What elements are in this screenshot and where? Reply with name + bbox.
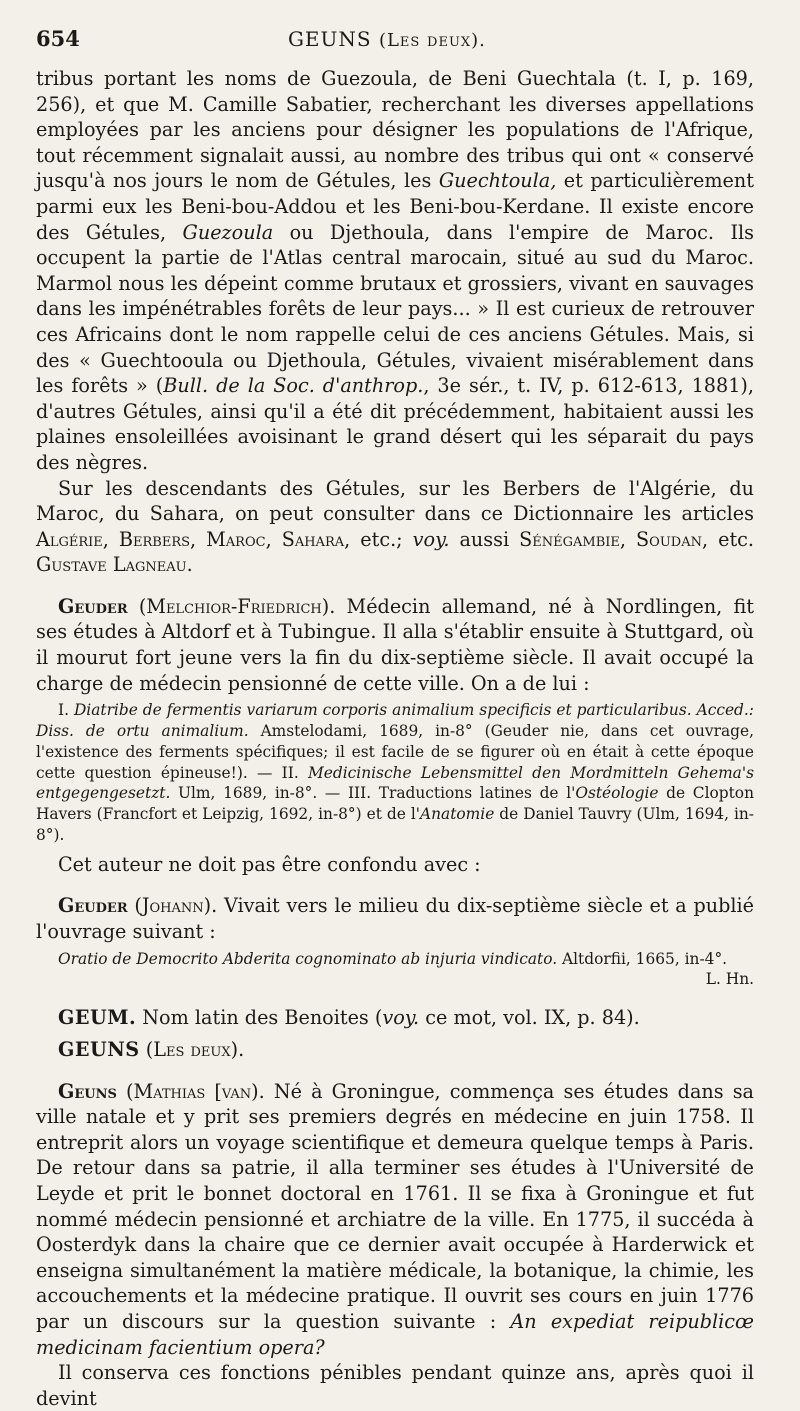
- entry-headword: GEUM.: [58, 1006, 137, 1030]
- entry-geum: GEUM. Nom latin des Benoites (voy. ce mot, vol. IX, p. 84).: [58, 1006, 640, 1030]
- entry-headword: Geuder: [58, 894, 128, 918]
- bibliography-geuder-melchior: I. Diatribe de fermentis variarum corporis animalium specificis et particularibus. Acced.: Diss. de ortu animalium. Amstelodami, 1689, in-8° (Geuder nie, dans cet ouvrage, l'existence des ferments spécifiques; il est facile de se figurer où en était à cette époque cette question épineuse!). — II. Medicinische Lebensmittel den Mordmitteln Gehema's entgegengesetzt. Ulm, 1689, in-8°. — III. Traductions latines de l'Ostéologie de Clopton Havers (Francfort et Leipzig, 1692, in-8°) et de l'Anatomie de Daniel Tauvry (Ulm, 1694, in-8°).: [36, 701, 754, 845]
- author-signature: Gustave Lagneau.: [36, 553, 193, 577]
- entry-geuns-heading: GEUNS (Les deux).: [58, 1038, 245, 1061]
- entry-geuder-melchior: Geuder (Melchior-Friedrich). Médecin allemand, né à Nordlingen, fit ses études à Altdorf et à Tubingue. Il alla s'établir ensuite à Stuttgard, où il mourut fort jeune vers la fin du dix-septième siècle. Il avait occupé la charge de médecin pensionné de cette ville. On a de lui :: [36, 594, 754, 695]
- paragraph-descendants: Sur les descendants des Gétules, sur les Berbers de l'Algérie, du Maroc, du Sahara, on peut consulter dans ce Dictionnaire les articles Algérie, Berbers, Maroc, Sahara, etc.; voy. aussi Sénégambie, Soudan, etc. Gustave Lagneau.: [36, 476, 755, 577]
- running-title-paren: (Les deux).: [378, 30, 486, 51]
- entry-geuns-mathias: Geuns (Mathias [van). Né à Groningue, commença ses études dans sa ville natale et y prit ses premiers degrés en médecine en juin 1758. Il entreprit alors un voyage scientifique et demeura quelque temps à Paris. De retour dans sa patrie, il alla terminer ses études à l'Université de Leyde et prit le bonnet doctoral en 1761. Il se fixa à Groningue et fut nommé médecin pensionné et archiatre de la ville. En 1775, il succéda à Oosterdyk dans la chaire que ce dernier avait occupée à Harderwick et enseigna simultanément la matière médicale, la botanique, la chimie, les accouchements et la médecine pratique. Il ouvrit ses cours en juin 1776 par un discours sur la question suivante : An expediat reipublicœ medicinam facientium opera?: [36, 1079, 755, 1359]
- running-title: [80, 27, 694, 51]
- entry-headword: Geuder: [58, 594, 128, 618]
- entry-headword: Geuns: [58, 1079, 117, 1103]
- running-title-main: GEUNS: [287, 27, 372, 51]
- page-header: [36, 26, 754, 64]
- paragraph-last-line: Il conserva ces fonctions pénibles pendant quinze ans, après quoi il devint: [36, 1361, 754, 1410]
- entry-geuder-johann: Geuder (Johann). Vivait vers le milieu du dix-septième siècle et a publié l'ouvrage suivant :: [36, 894, 754, 944]
- initials-signature: L. Hn.: [705, 970, 754, 989]
- page-number: 654: [36, 26, 80, 51]
- confound-line: Cet auteur ne doit pas être confondu avec :: [58, 852, 481, 876]
- paragraph-getules: tribus portant les noms de Guezoula, de Beni Guechtala (t. I, p. 169, 256), et que M. Camille Sabatier, recherchant les diverses appellations employées par les anciens pour désigner les populations de l'Afrique, tout récemment signalait aussi, au nombre des tribus qui ont « conservé jusqu'à nos jours le nom de Gétules, les Guechtoula, et particulièrement parmi eux les Beni-bou-Addou et les Beni-bou-Kerdane. Il existe encore des Gétules, Guezoula ou Djethoula, dans l'empire de Maroc. Ils occupent la partie de l'Atlas central marocain, situé au sud du Maroc. Marmol nous les dépeint comme brutaux et grossiers, vivant en sauvages dans les impénétrables forêts de leur pays... » Il est curieux de retrouver ces Africains dont le nom rappelle celui de ces anciens Gétules. Mais, si des « Guechtooula ou Djethoula, Gétules, vivaient misérablement dans les forêts » (Bull. de la Soc. d'anthrop., 3e sér., t. IV, p. 612-613, 1881), d'autres Gétules, ainsi qu'il a été dit précédemment, habitaient aussi les plaines ensoleillées avoisinant le grand désert qui les séparait du pays des nègres.: [36, 67, 755, 474]
- bibliography-geuder-johann: Oratio de Democrito Abderita cognominato ab injuria vindicato. Altdorfii, 1665, in-4°.: [58, 949, 728, 968]
